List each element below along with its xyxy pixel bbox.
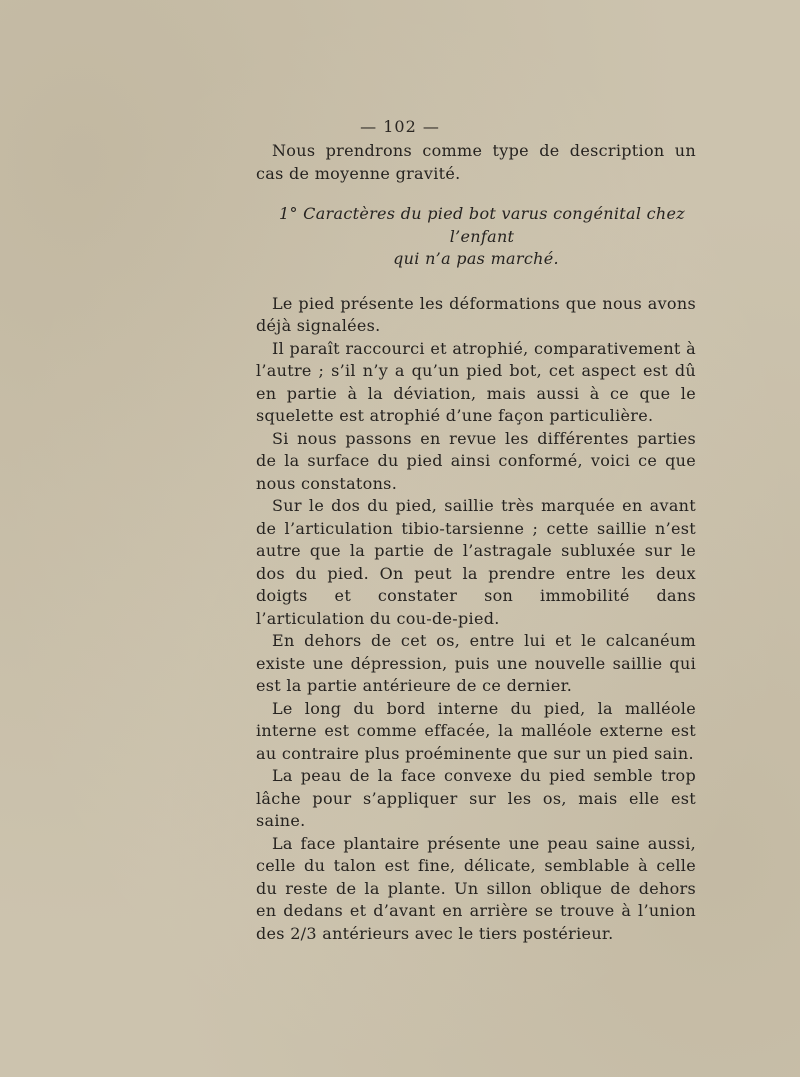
section-heading-line-2: qui n’a pas marché. (393, 249, 559, 268)
paragraph: En dehors de cet os, entre lui et le calcanéum existe une dépression, puis une nouvelle saillie qui est la partie antérieure de ce dernier. (256, 631, 696, 695)
page-number: — 102 — (360, 117, 440, 136)
paragraph: Si nous passons en revue les différentes parties de la surface du pied ainsi conformé, voici ce que nous constatons. (256, 428, 696, 493)
paragraph: Il paraît raccourci et atrophié, comparativement à l’autre ; s’il n’y a qu’un pied bot, cet aspect est dû en partie à la déviation, mais aussi à ce que le squelette est atrophié d’une façon particulière. (256, 338, 696, 425)
paragraph: La face plantaire présente une peau saine aussi, celle du talon est fine, délicate, semblable à celle du reste de la plante. Un sillon oblique de dehors en dedans et d’avant en arrière se trouve à l’union des 2/3 antérieurs avec le tiers postérieur. (256, 833, 696, 943)
paragraph: Le pied présente les déformations que nous avons déjà signalées. (256, 293, 696, 335)
section-heading (256, 203, 696, 271)
intro-paragraph: Nous prendrons comme type de description un cas de moyenne gravité. (256, 141, 696, 183)
section-heading-line-1: 1° Caractères du pied bot varus congénital chez l’enfant (279, 204, 685, 246)
paragraph: Sur le dos du pied, saillie très marquée en avant de l’articulation tibio-tarsienne ; cette saillie n’est autre que la partie de l’astragale subluxée sur le dos du pied. On peut la prendre entre les deux doigts et constater son immobilité dans l’articulation du cou-de-pied. (256, 496, 696, 628)
paragraph: Le long du bord interne du pied, la malléole interne est comme effacée, la malléole externe est au contraire plus proéminente que sur un pied sain. (256, 698, 696, 763)
body-text (256, 140, 696, 945)
paragraph: La peau de la face convexe du pied semble trop lâche pour s’appliquer sur les os, mais elle est saine. (256, 766, 696, 830)
